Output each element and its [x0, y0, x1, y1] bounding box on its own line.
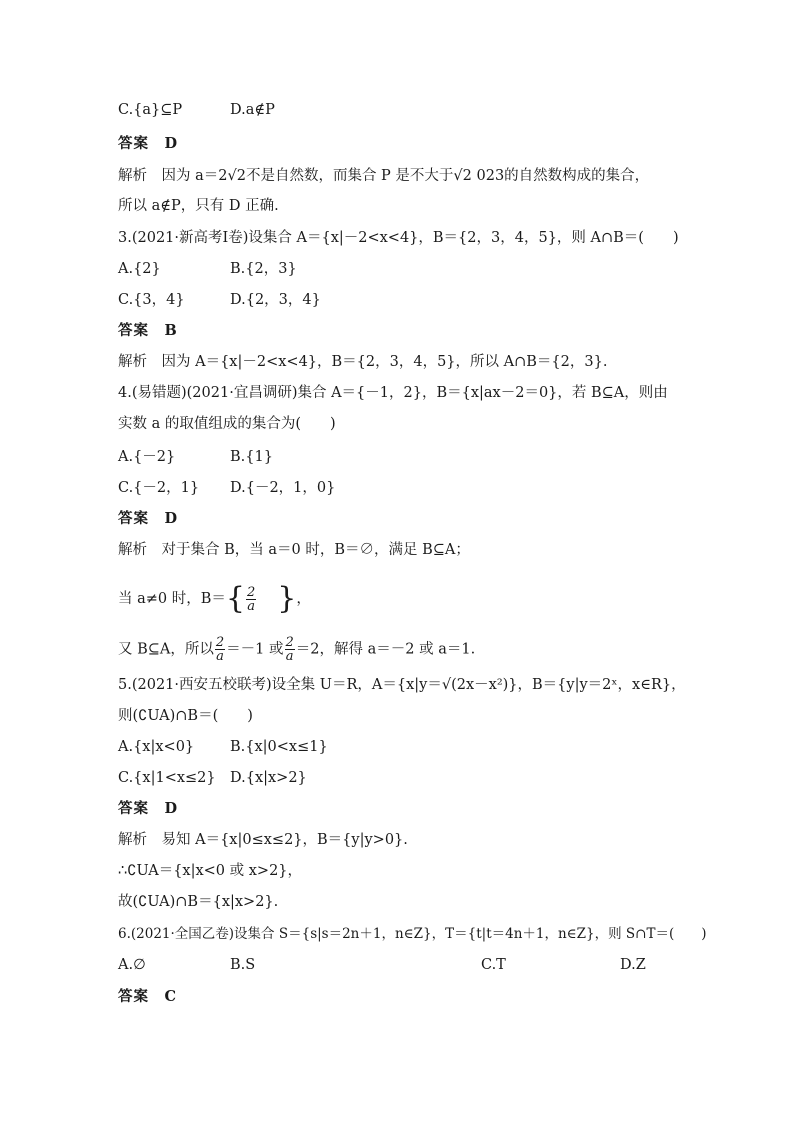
text: ＝－1 或	[226, 641, 284, 658]
option-b: B.S	[230, 957, 256, 973]
answer-label: 答案 C	[118, 988, 178, 1005]
right-brace: }	[277, 581, 297, 616]
text: 又 B⊆A，所以	[118, 641, 214, 658]
explanation-line	[118, 581, 311, 616]
option-d: D.a∉P	[230, 102, 275, 118]
left-brace: {	[225, 581, 245, 616]
question-5: 5.(2021·西安五校联考)设全集 U＝R，A＝{x|y＝√(2x－x²)}，B＝{y|y＝2ˣ，x∈R}，	[118, 677, 686, 693]
option-c: C.{a}⊆P	[118, 102, 183, 118]
explanation-line	[118, 636, 475, 663]
question-4: 4.(易错题)(2021·宜昌调研)集合 A＝{－1，2}，B＝{x|ax－2＝0}，若 B⊆A，则由	[118, 385, 668, 401]
numerator: 2	[285, 635, 294, 650]
question-6: 6.(2021·全国乙卷)设集合 S＝{s|s＝2n＋1，n∈Z}，T＝{t|t＝4n＋1，n∈Z}，则 S∩T＝( )	[118, 926, 707, 942]
text: ，	[296, 591, 311, 607]
question-4-cont: 实数 a 的取值组成的集合为( )	[118, 416, 336, 432]
question-3: 3.(2021·新高考Ⅰ卷)设集合 A＝{x|－2<x<4}，B＝{2，3，4，5}，则 A∩B＝( )	[118, 230, 679, 246]
fraction	[285, 636, 295, 663]
answer-label: 答案 D	[118, 135, 179, 152]
answer-label: 答案 B	[118, 322, 178, 339]
option-c: C.{－2，1}	[118, 480, 200, 496]
answer-label: 答案 D	[118, 510, 179, 527]
option-a: A.∅	[118, 957, 146, 973]
explanation-line: 故(∁UA)∩B＝{x|x>2}.	[118, 894, 279, 910]
answer-label: 答案 D	[118, 800, 179, 817]
option-a: A.{－2}	[118, 449, 176, 465]
option-b: B.{2，3}	[230, 261, 297, 277]
question-5-cont: 则(∁UA)∩B＝( )	[118, 708, 253, 724]
numerator: 2	[215, 635, 225, 650]
option-b: B.{1}	[230, 449, 273, 465]
option-c: C.{3，4}	[118, 292, 185, 308]
option-d: D.Z	[620, 957, 646, 973]
denominator: a	[247, 598, 256, 614]
denominator: a	[285, 649, 294, 664]
explanation-line: ∴∁UA＝{x|x<0 或 x>2}，	[118, 863, 303, 879]
explanation-line: 解析 因为 A＝{x|－2<x<4}，B＝{2，3，4，5}，所以 A∩B＝{2，3}.	[118, 354, 608, 370]
explanation-line: 解析 因为 a＝2√2不是自然数，而集合 P 是不大于√2 023的自然数构成的集合，	[118, 168, 650, 184]
fraction	[215, 636, 225, 663]
denominator: a	[216, 649, 224, 664]
option-a: A.{2}	[118, 261, 161, 277]
option-d: D.{x|x>2}	[230, 770, 307, 786]
option-c: C.T	[481, 957, 506, 973]
explanation-line: 所以 a∉P，只有 D 正确.	[118, 198, 279, 214]
text: ＝2，解得 a＝－2 或 a＝1.	[295, 641, 476, 658]
numerator: 2	[247, 584, 256, 600]
option-d: D.{－2，1，0}	[230, 480, 336, 496]
option-a: A.{x|x<0}	[118, 739, 195, 755]
fraction	[246, 586, 256, 613]
option-b: B.{x|0<x≤1}	[230, 739, 328, 755]
text: 当 a≠0 时，B＝	[118, 591, 226, 607]
option-d: D.{2，3，4}	[230, 292, 321, 308]
explanation-line: 解析 易知 A＝{x|0≤x≤2}，B＝{y|y>0}.	[118, 832, 408, 848]
explanation-line: 解析 对于集合 B，当 a＝0 时，B＝∅，满足 B⊆A；	[118, 542, 470, 558]
option-c: C.{x|1<x≤2}	[118, 770, 216, 786]
